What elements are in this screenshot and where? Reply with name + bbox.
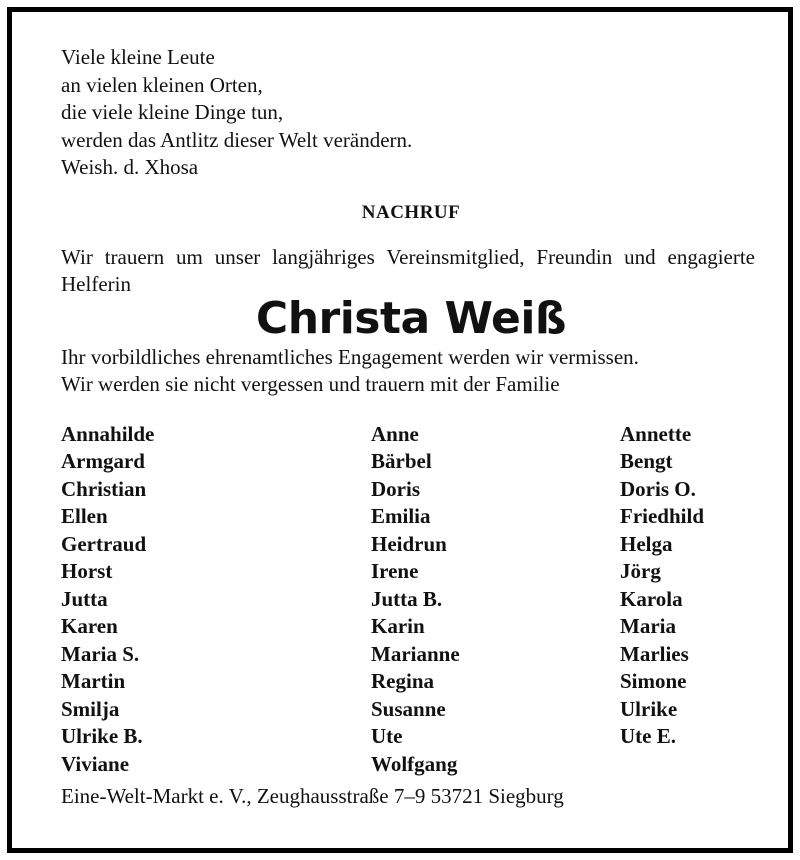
- deceased-name: Christa Weiß: [255, 292, 567, 344]
- notice-frame: [7, 7, 793, 853]
- notice-heading: NACHRUF: [361, 201, 461, 223]
- member-name: Marianne: [371, 641, 460, 666]
- poem: [61, 44, 761, 182]
- intro-text: Wir trauern um unser langjähriges Vereinsmitglied, Freundin und engagierte Helferin: [61, 244, 755, 296]
- notice-content: [61, 44, 761, 810]
- member-name: Horst: [61, 559, 113, 583]
- member-name: Heidrun: [371, 531, 447, 556]
- member-column-3: [620, 421, 704, 751]
- member-name: Ute E.: [620, 724, 676, 748]
- member-name: Armgard: [61, 449, 145, 473]
- member-name: Susanne: [371, 696, 446, 721]
- member-name: Doris: [371, 476, 420, 501]
- member-name: Irene: [371, 559, 419, 583]
- member-name: Maria S.: [61, 641, 140, 666]
- tribute-line: Ihr vorbildliches ehrenamtliches Engagement werden wir vermissen.: [61, 344, 639, 369]
- member-name: Bengt: [620, 449, 673, 473]
- member-name: Ulrike B.: [61, 724, 143, 748]
- member-name: Ellen: [61, 504, 108, 528]
- member-list: [61, 421, 761, 781]
- member-name: Smilja: [61, 696, 120, 721]
- member-name: Doris O.: [620, 476, 696, 501]
- member-name: Christian: [61, 476, 147, 501]
- poem-line: werden das Antlitz dieser Welt verändern.: [61, 127, 413, 152]
- poem-line: die viele kleine Dinge tun,: [61, 100, 284, 124]
- member-name: Jutta: [61, 586, 108, 611]
- member-name: Annahilde: [61, 421, 155, 446]
- member-name: Friedhild: [620, 504, 705, 528]
- member-name: Karen: [61, 614, 118, 638]
- member-column-2: [371, 421, 460, 779]
- member-name: Ulrike: [620, 696, 678, 721]
- member-name: Regina: [371, 669, 434, 693]
- member-name: Marlies: [620, 641, 689, 666]
- tribute-text: [61, 344, 761, 398]
- member-name: Annette: [620, 421, 692, 446]
- member-name: Jörg: [620, 559, 661, 583]
- member-name: Emilia: [371, 504, 431, 528]
- tribute-line: Wir werden sie nicht vergessen und trauern mit der Familie: [61, 371, 560, 396]
- member-name: Helga: [620, 531, 673, 556]
- member-name: Jutta B.: [371, 586, 443, 611]
- member-name: Martin: [61, 669, 126, 693]
- member-name: Karola: [620, 586, 683, 611]
- member-name: Viviane: [61, 751, 130, 776]
- member-column-1: [61, 421, 154, 779]
- member-name: Ute: [371, 724, 403, 748]
- member-name: Maria: [620, 614, 676, 638]
- member-name: Wolfgang: [371, 751, 458, 776]
- poem-attribution: Weish. d. Xhosa: [61, 155, 199, 179]
- member-name: Karin: [371, 614, 425, 638]
- member-name: Bärbel: [371, 449, 432, 473]
- member-name: Simone: [620, 669, 687, 693]
- poem-line: Viele kleine Leute: [61, 45, 215, 69]
- organization-address: Eine-Welt-Markt e. V., Zeughausstraße 7–9 53721 Siegburg: [61, 783, 564, 808]
- member-name: Gertraud: [61, 531, 147, 556]
- member-name: Anne: [371, 421, 419, 446]
- poem-line: an vielen kleinen Orten,: [61, 72, 263, 97]
